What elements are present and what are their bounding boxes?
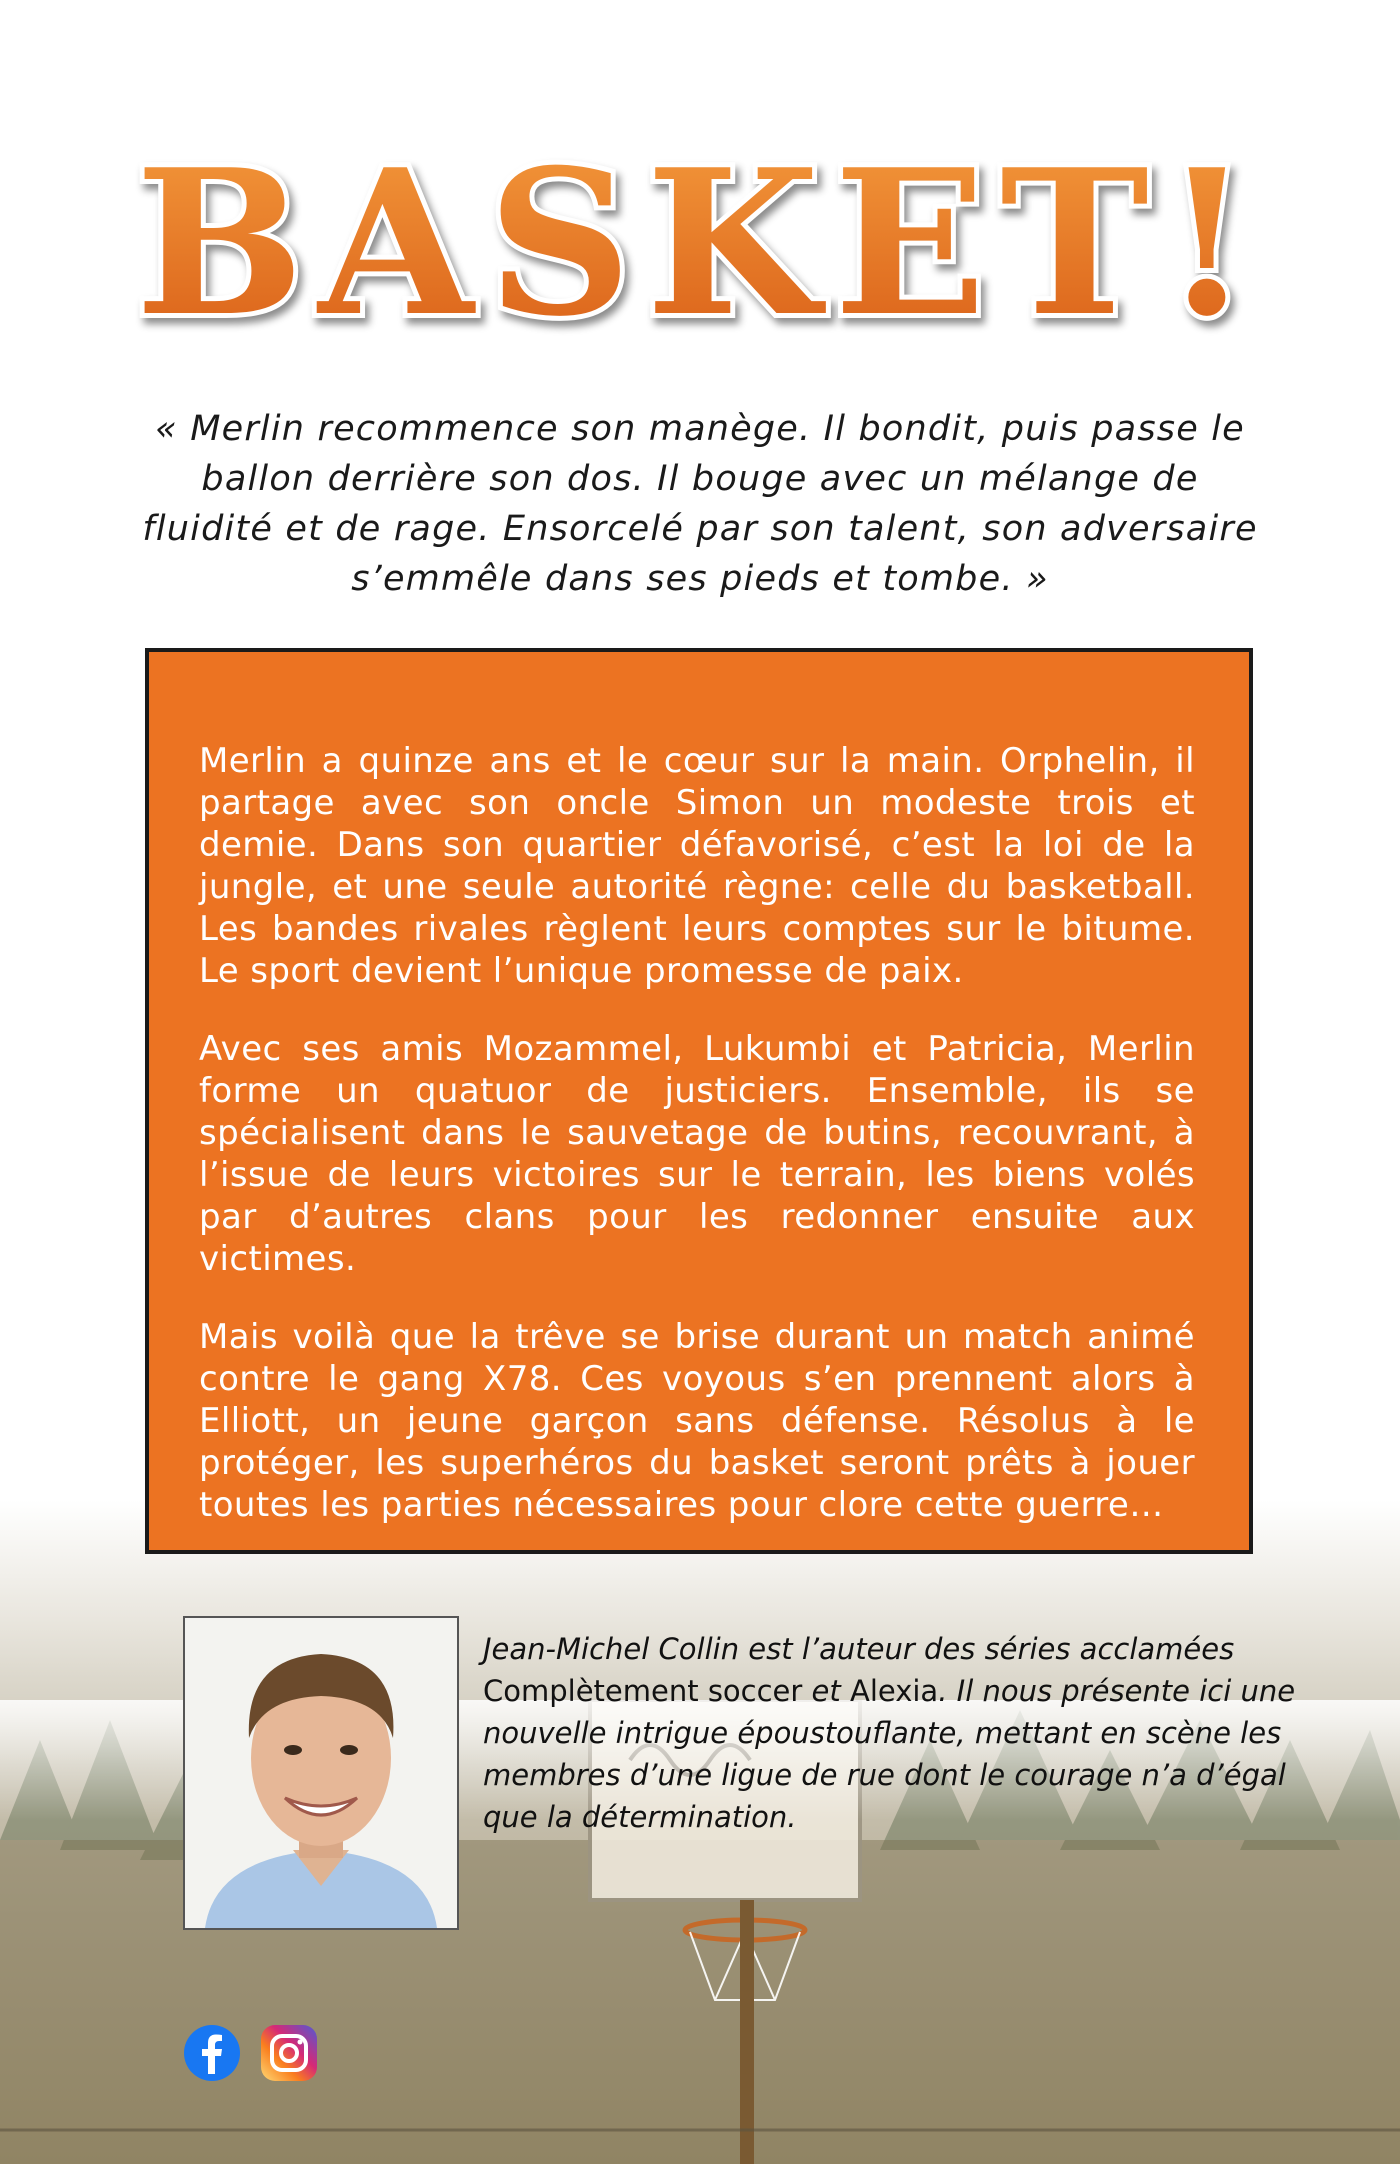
bio-text: . Il nous présente ici une nouvelle intrigue époustouflante, mettant en scène les membres d’une ligue de rue dont le courage n’a d’égal que la détermination. xyxy=(483,1674,1296,1834)
author-bio xyxy=(483,1628,1303,1838)
bio-text: et xyxy=(802,1674,850,1708)
summary-paragraph: Avec ses amis Mozammel, Lukumbi et Patricia, Merlin forme un quatuor de justiciers. Ensemble, ils se spécialisent dans le sauvetage de butins, recouvrant, à l’issue de leurs victoires sur le terrain, les biens volés par d’autres clans pour les redonner ensuite aux victimes. xyxy=(199,1029,1195,1279)
author-photo xyxy=(183,1616,459,1930)
summary-box xyxy=(145,648,1253,1554)
book-title-text: BASKET! xyxy=(135,126,1265,358)
instagram-icon[interactable] xyxy=(260,2024,318,2082)
facebook-icon[interactable] xyxy=(183,2024,241,2082)
book-quote: « Merlin recommence son manège. Il bondit, puis passe le ballon derrière son dos. Il bouge avec un mélange de fluidité et de rage. Ensorcelé par son talent, son adversaire s’emmêle dans ses pieds et tombe. » xyxy=(142,409,1258,599)
series-title: Alexia xyxy=(849,1674,939,1708)
summary-paragraph: Merlin a quinze ans et le cœur sur la main. Orphelin, il partage avec son oncle Simon un modeste trois et demie. Dans son quartier défavorisé, c’est la loi de la jungle, et une seule autorité règne: celle du basketball. Les bandes rivales règlent leurs comptes sur le bitume. Le sport devient l’unique promesse de paix. xyxy=(199,741,1195,991)
series-title: Complètement soccer xyxy=(483,1674,803,1708)
book-title xyxy=(0,118,1400,358)
bio-text: Jean-Michel Collin est l’auteur des séries acclamées xyxy=(483,1632,1235,1666)
summary-paragraph: Mais voilà que la trêve se brise durant un match animé contre le gang X78. Ces voyous s’en prennent alors à Elliott, un jeune garçon sans défense. Résolus à le protéger, les superhéros du basket seront prêts à jouer toutes les parties nécessaires pour clore cette guerre… xyxy=(199,1317,1195,1525)
